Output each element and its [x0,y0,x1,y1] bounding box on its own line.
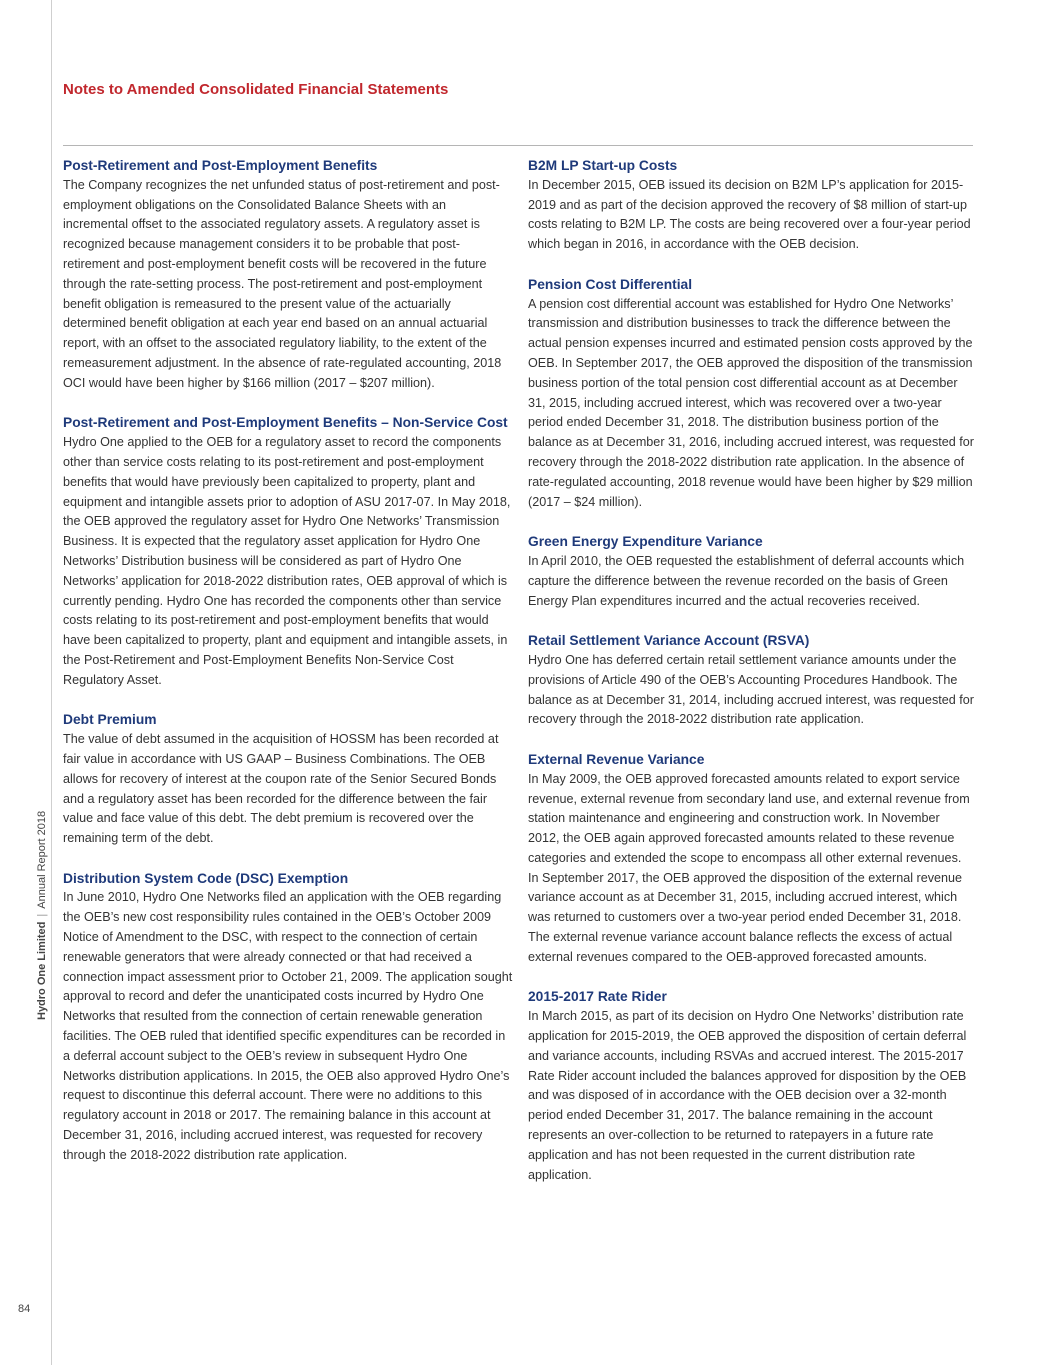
section-non-service-cost [63,413,513,690]
left-column [63,156,513,1185]
section-b2m-startup-costs [528,156,974,255]
section-body: In March 2015, as part of its decision on Hydro One Networks’ distribution rate application for 2015-2019, the OEB approved the disposition of certain deferral and variance accounts, including RSVAs and accrued interest. The 2015-2017 Rate Rider account included the balances approved for disposition by the OEB and was disposed of in accordance with the OEB decision over a 32-month period ended December 31, 2017. The balance remaining in the account represents an over-collection to be returned to ratepayers in a future rate application and has not been requested in the current distribution rate application. [528,1009,967,1182]
section-post-retirement-benefits [63,156,513,394]
section-dsc-exemption [63,869,513,1166]
section-heading: Pension Cost Differential [528,276,693,292]
footer-separator: | [36,913,48,917]
section-body: Hydro One applied to the OEB for a regulatory asset to record the components other than service costs relating to its post-retirement and post-employment benefits that would have previously been capitalized to property, plant and equipment and intangible assets prior to adoption of ASU 2017-07. In May 2018, the OEB approved the regulatory asset for Hydro One Networks’ Transmission Business. It is expected that the regulatory asset application for Hydro One Networks’ Distribution business will be considered as part of Hydro One Networks’ application for 2018-2022 distribution rates, OEB approval of which is currently pending. Hydro One has recorded the components other than service costs relating to its post-retirement and post-employment benefits that would have been capitalized to property, plant and equipment and intangible assets, in the Post-Retirement and Post-Employment Benefits Non-Service Cost Regulatory Asset. [63,435,511,687]
section-body: The value of debt assumed in the acquisition of HOSSM has been recorded at fair value in accordance with US GAAP – Business Combinations. The OEB allows for recovery of interest at the coupon rate of the Senior Secured Bonds and a regulatory asset has been recorded for the difference between the fair value and face value of this debt. The debt premium is recovered over the remaining term of the debt. [63,732,499,846]
section-debt-premium [63,710,513,849]
section-body: A pension cost differential account was established for Hydro One Networks’ transmission and distribution businesses to track the difference between the actual pension expenses incurred and estimated pension costs approved by the OEB. In September 2017, the OEB approved the disposition of the transmission business portion of the total pension cost differential account as at December 31, 2015, including accrued interest, which was recovered over a two-year period ended December 31, 2018. The distribution business portion of the balance as at December 31, 2016, including accrued interest, was requested for recovery through the 2018-2022 distribution rate application. In the absence of rate-regulated accounting, 2018 revenue would have been higher by $29 million (2017 – $24 million). [528,296,974,509]
section-green-energy-variance [528,532,974,611]
section-body: In April 2010, the OEB requested the establishment of deferral accounts which capture the difference between the revenue recorded on the basis of Green Energy Plan expenditures incurred and the actual recoveries received. [528,553,965,608]
page-header: Notes to Amended Consolidated Financial Statements [63,81,449,98]
report-name: Annual Report 2018 [36,810,48,909]
section-heading: Post-Retirement and Post-Employment Benefits [63,158,378,173]
section-heading: External Revenue Variance [528,751,705,767]
section-heading: 2015-2017 Rate Rider [528,989,667,1005]
section-heading: Green Energy Expenditure Variance [528,534,763,550]
company-name: Hydro One Limited [36,921,48,1020]
margin-rule [51,0,52,1365]
section-pension-cost-differential [528,275,974,513]
section-body: Hydro One has deferred certain retail settlement variance amounts under the provisions of Article 490 of the OEB’s Accounting Procedures Handbook. The balance as at December 31, 2014, including accrued interest, was requested for recovery through the 2018-2022 distribution rate application. [528,652,974,727]
section-external-revenue-variance [528,750,974,968]
page-number: 84 [18,1303,31,1315]
section-heading: Post-Retirement and Post-Employment Benefits – Non-Service Cost [63,415,508,431]
section-body: In December 2015, OEB issued its decision on B2M LP’s application for 2015-2019 and as part of the decision approved the recovery of $8 million of start-up costs relating to B2M LP. The costs are being recovered over a four-year period which began in 2016, in accordance with the OEB decision. [528,177,971,252]
section-body: In June 2010, Hydro One Networks filed an application with the OEB regarding the OEB’s new cost responsibility rules contained in the OEB’s October 2009 Notice of Amendment to the DSC, with respect to the connection of certain renewable generators that were already connected or that had received a connection impact assessment prior to October 21, 2009. The application sought approval to record and defer the unanticipated costs incurred by Hydro One Networks that resulted from the connection of certain renewable generation facilities. The OEB ruled that identified specific expenditures can be recorded in a deferral account subject to the OEB’s review in subsequent Hydro One Networks distribution applications. In 2015, the OEB also approved Hydro One’s request to discontinue this deferral account. There were no additions to this regulatory account in 2018 or 2017. The remaining balance in this account at December 31, 2016, including accrued interest, was requested for recovery through the 2018-2022 distribution rate application. [63,890,513,1162]
section-body: In May 2009, the OEB approved forecasted amounts related to export service revenue, external revenue from secondary land use, and external revenue from station maintenance and engineering and construction work. In November 2012, the OEB again approved forecasted amounts related to these revenue categories and extended the scope to encompass all other external revenues. In September 2017, the OEB approved the disposition of the external revenue variance account as at December 31, 2015, including accrued interest, which was returned to customers over a two-year period ended December 31, 2018. The external revenue variance account balance reflects the excess of actual external revenues compared to the OEB-approved forecasted amounts. [528,771,970,964]
section-heading: B2M LP Start-up Costs [528,158,678,173]
section-heading: Retail Settlement Variance Account (RSVA) [528,633,810,649]
section-rsva [528,631,974,730]
side-running-footer [36,811,48,1020]
section-body: The Company recognizes the net unfunded status of post-retirement and post-employment obligations on the Consolidated Balance Sheets with an incremental offset to the associated regulatory assets. A regulatory asset is recognized because management considers it to be probable that post-retirement and post-employment benefit costs will be recovered in the future through the rate-setting process. The post-retirement and post-employment benefit obligation is remeasured to the present value of the actuarially determined benefit obligation at each year end based on an annual actuarial report, with an offset to the associated regulatory liability, to the extent of the remeasurement adjustment. In the absence of rate-regulated accounting, 2018 OCI would have been higher by $166 million (2017 – $207 million). [63,177,502,390]
right-column [528,156,974,1205]
header-divider [63,145,973,146]
section-heading: Distribution System Code (DSC) Exemption [63,870,349,886]
section-rate-rider [528,987,974,1185]
section-heading: Debt Premium [63,712,157,728]
